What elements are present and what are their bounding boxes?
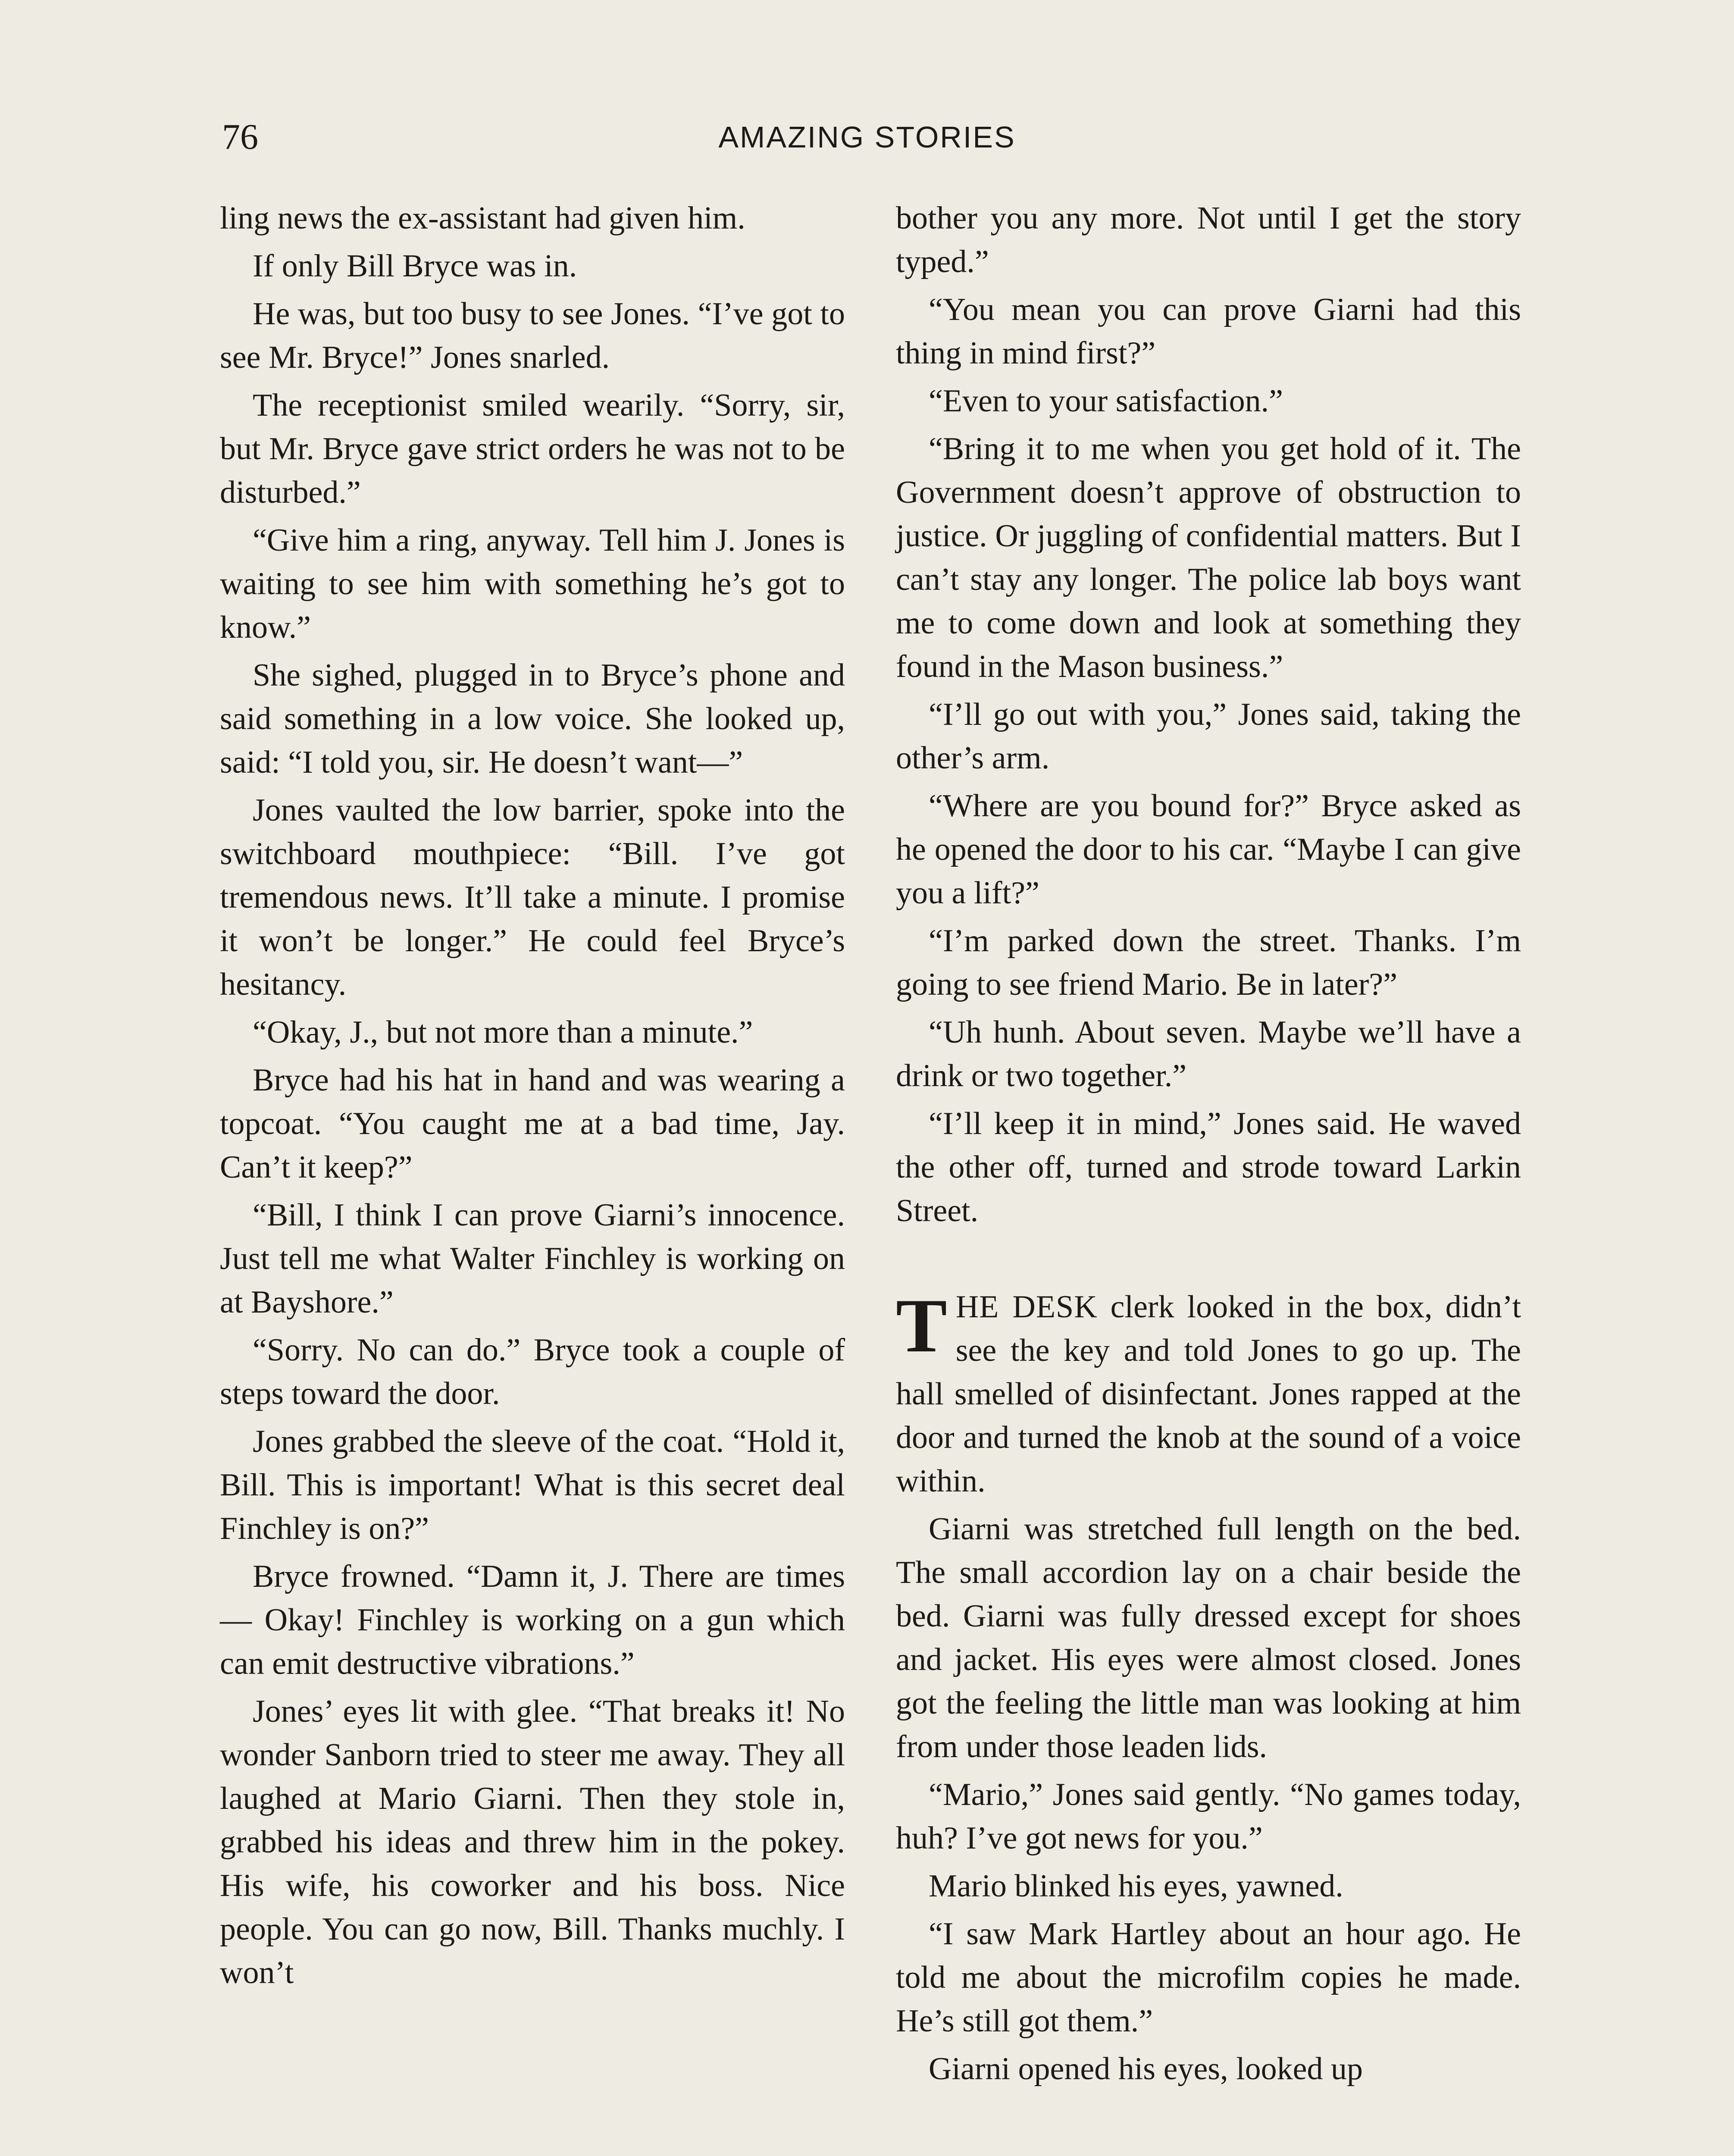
paragraph: Jones grabbed the sleeve of the coat. “Hold it, Bill. This is important! What is this secret deal Finchley is on?”	[220, 1424, 845, 1546]
paragraph: “Give him a ring, anyway. Tell him J. Jones is waiting to see him with something he’s got to know.”	[220, 523, 845, 645]
paragraph: Bryce had his hat in hand and was wearing a topcoat. “You caught me at a bad time, Jay. Can’t it keep?”	[220, 1062, 845, 1185]
page-number: 76	[222, 117, 258, 157]
right-column	[896, 197, 1521, 2095]
paragraph: “You mean you can prove Giarni had this thing in mind first?”	[896, 292, 1521, 371]
paragraph: She sighed, plugged in to Bryce’s phone and said something in a low voice. She looked up, said: “I told you, sir. He doesn’t want—”	[220, 658, 845, 780]
running-title: AMAZING STORIES	[718, 120, 1016, 154]
paragraph: “I’m parked down the street. Thanks. I’m going to see friend Mario. Be in later?”	[896, 923, 1521, 1002]
paragraph: “I saw Mark Hartley about an hour ago. He told me about the microfilm copies he made. He’s still got them.”	[896, 1916, 1521, 2039]
paragraph: He was, but too busy to see Jones. “I’ve got to see Mr. Bryce!” Jones snarled.	[220, 296, 845, 375]
section-break	[896, 1237, 1521, 1285]
lead-in-caps: HE DESK	[955, 1289, 1098, 1325]
paragraph: Giarni opened his eyes, looked up	[929, 2051, 1363, 2087]
paragraph: ling news the ex-assistant had given him.	[220, 201, 745, 236]
paragraph: “Mario,” Jones said gently. “No games today, huh? I’ve got news for you.”	[896, 1777, 1521, 1856]
paragraph: “Okay, J., but not more than a minute.”	[253, 1015, 753, 1050]
paragraph: “I’ll go out with you,” Jones said, taking the other’s arm.	[896, 697, 1521, 776]
paragraph: “Bring it to me when you get hold of it. The Government doesn’t approve of obstruction to justice. Or juggling of confidential matters. But I can’t stay any longer. The police lab boys want me to come down and look at something they found in the Mason business.”	[896, 431, 1521, 684]
section-opening-text: clerk looked in the box, didn’t see the key and told Jones to go up. The hall smelled of disinfectant. Jones rapped at the door and turned the knob at the sound of a voice within.	[896, 1289, 1521, 1499]
paragraph: “Sorry. No can do.” Bryce took a couple of steps toward the door.	[220, 1332, 845, 1411]
paragraph: Jones’ eyes lit with glee. “That breaks it! No wonder Sanborn tried to steer me away. They all laughed at Mario Giarni. Then they stole in, grabbed his ideas and threw him in the pokey. His wife, his coworker and his boss. Nice people. You can go now, Bill. Thanks muchly. I won’t	[220, 1694, 845, 1990]
paragraph: “Bill, I think I can prove Giarni’s innocence. Just tell me what Walter Finchley is working on at Bayshore.”	[220, 1197, 845, 1320]
paragraph: “Where are you bound for?” Bryce asked as he opened the door to his car. “Maybe I can give you a lift?”	[896, 788, 1521, 911]
paragraph: “Uh hunh. About seven. Maybe we’ll have a drink or two together.”	[896, 1015, 1521, 1094]
section-opening-paragraph	[896, 1285, 1521, 1503]
paragraph: Giarni was stretched full length on the bed. The small accordion lay on a chair beside the bed. Giarni was fully dressed except for shoes and jacket. His eyes were almost closed. Jones got the feeling the little man was looking at him from under those leaden lids.	[896, 1511, 1521, 1764]
paragraph: The receptionist smiled wearily. “Sorry, sir, but Mr. Bryce gave strict orders he was not to be disturbed.”	[220, 388, 845, 510]
paragraph: Mario blinked his eyes, yawned.	[929, 1868, 1343, 1904]
left-column	[220, 197, 845, 1999]
paragraph: If only Bill Bryce was in.	[253, 248, 577, 284]
paragraph: “Even to your satisfaction.”	[929, 383, 1283, 419]
paragraph: Jones vaulted the low barrier, spoke into the switchboard mouthpiece: “Bill. I’ve got tremendous news. It’ll take a minute. I promise it won’t be longer.” He could feel Bryce’s hesitancy.	[220, 793, 845, 1002]
drop-cap: T	[896, 1283, 947, 1368]
paragraph: “I’ll keep it in mind,” Jones said. He waved the other off, turned and strode toward Larkin Street.	[896, 1106, 1521, 1228]
paragraph: Bryce frowned. “Damn it, J. There are times— Okay! Finchley is working on a gun which can emit destructive vibrations.”	[220, 1559, 845, 1681]
paragraph: bother you any more. Not until I get the story typed.”	[896, 201, 1521, 279]
